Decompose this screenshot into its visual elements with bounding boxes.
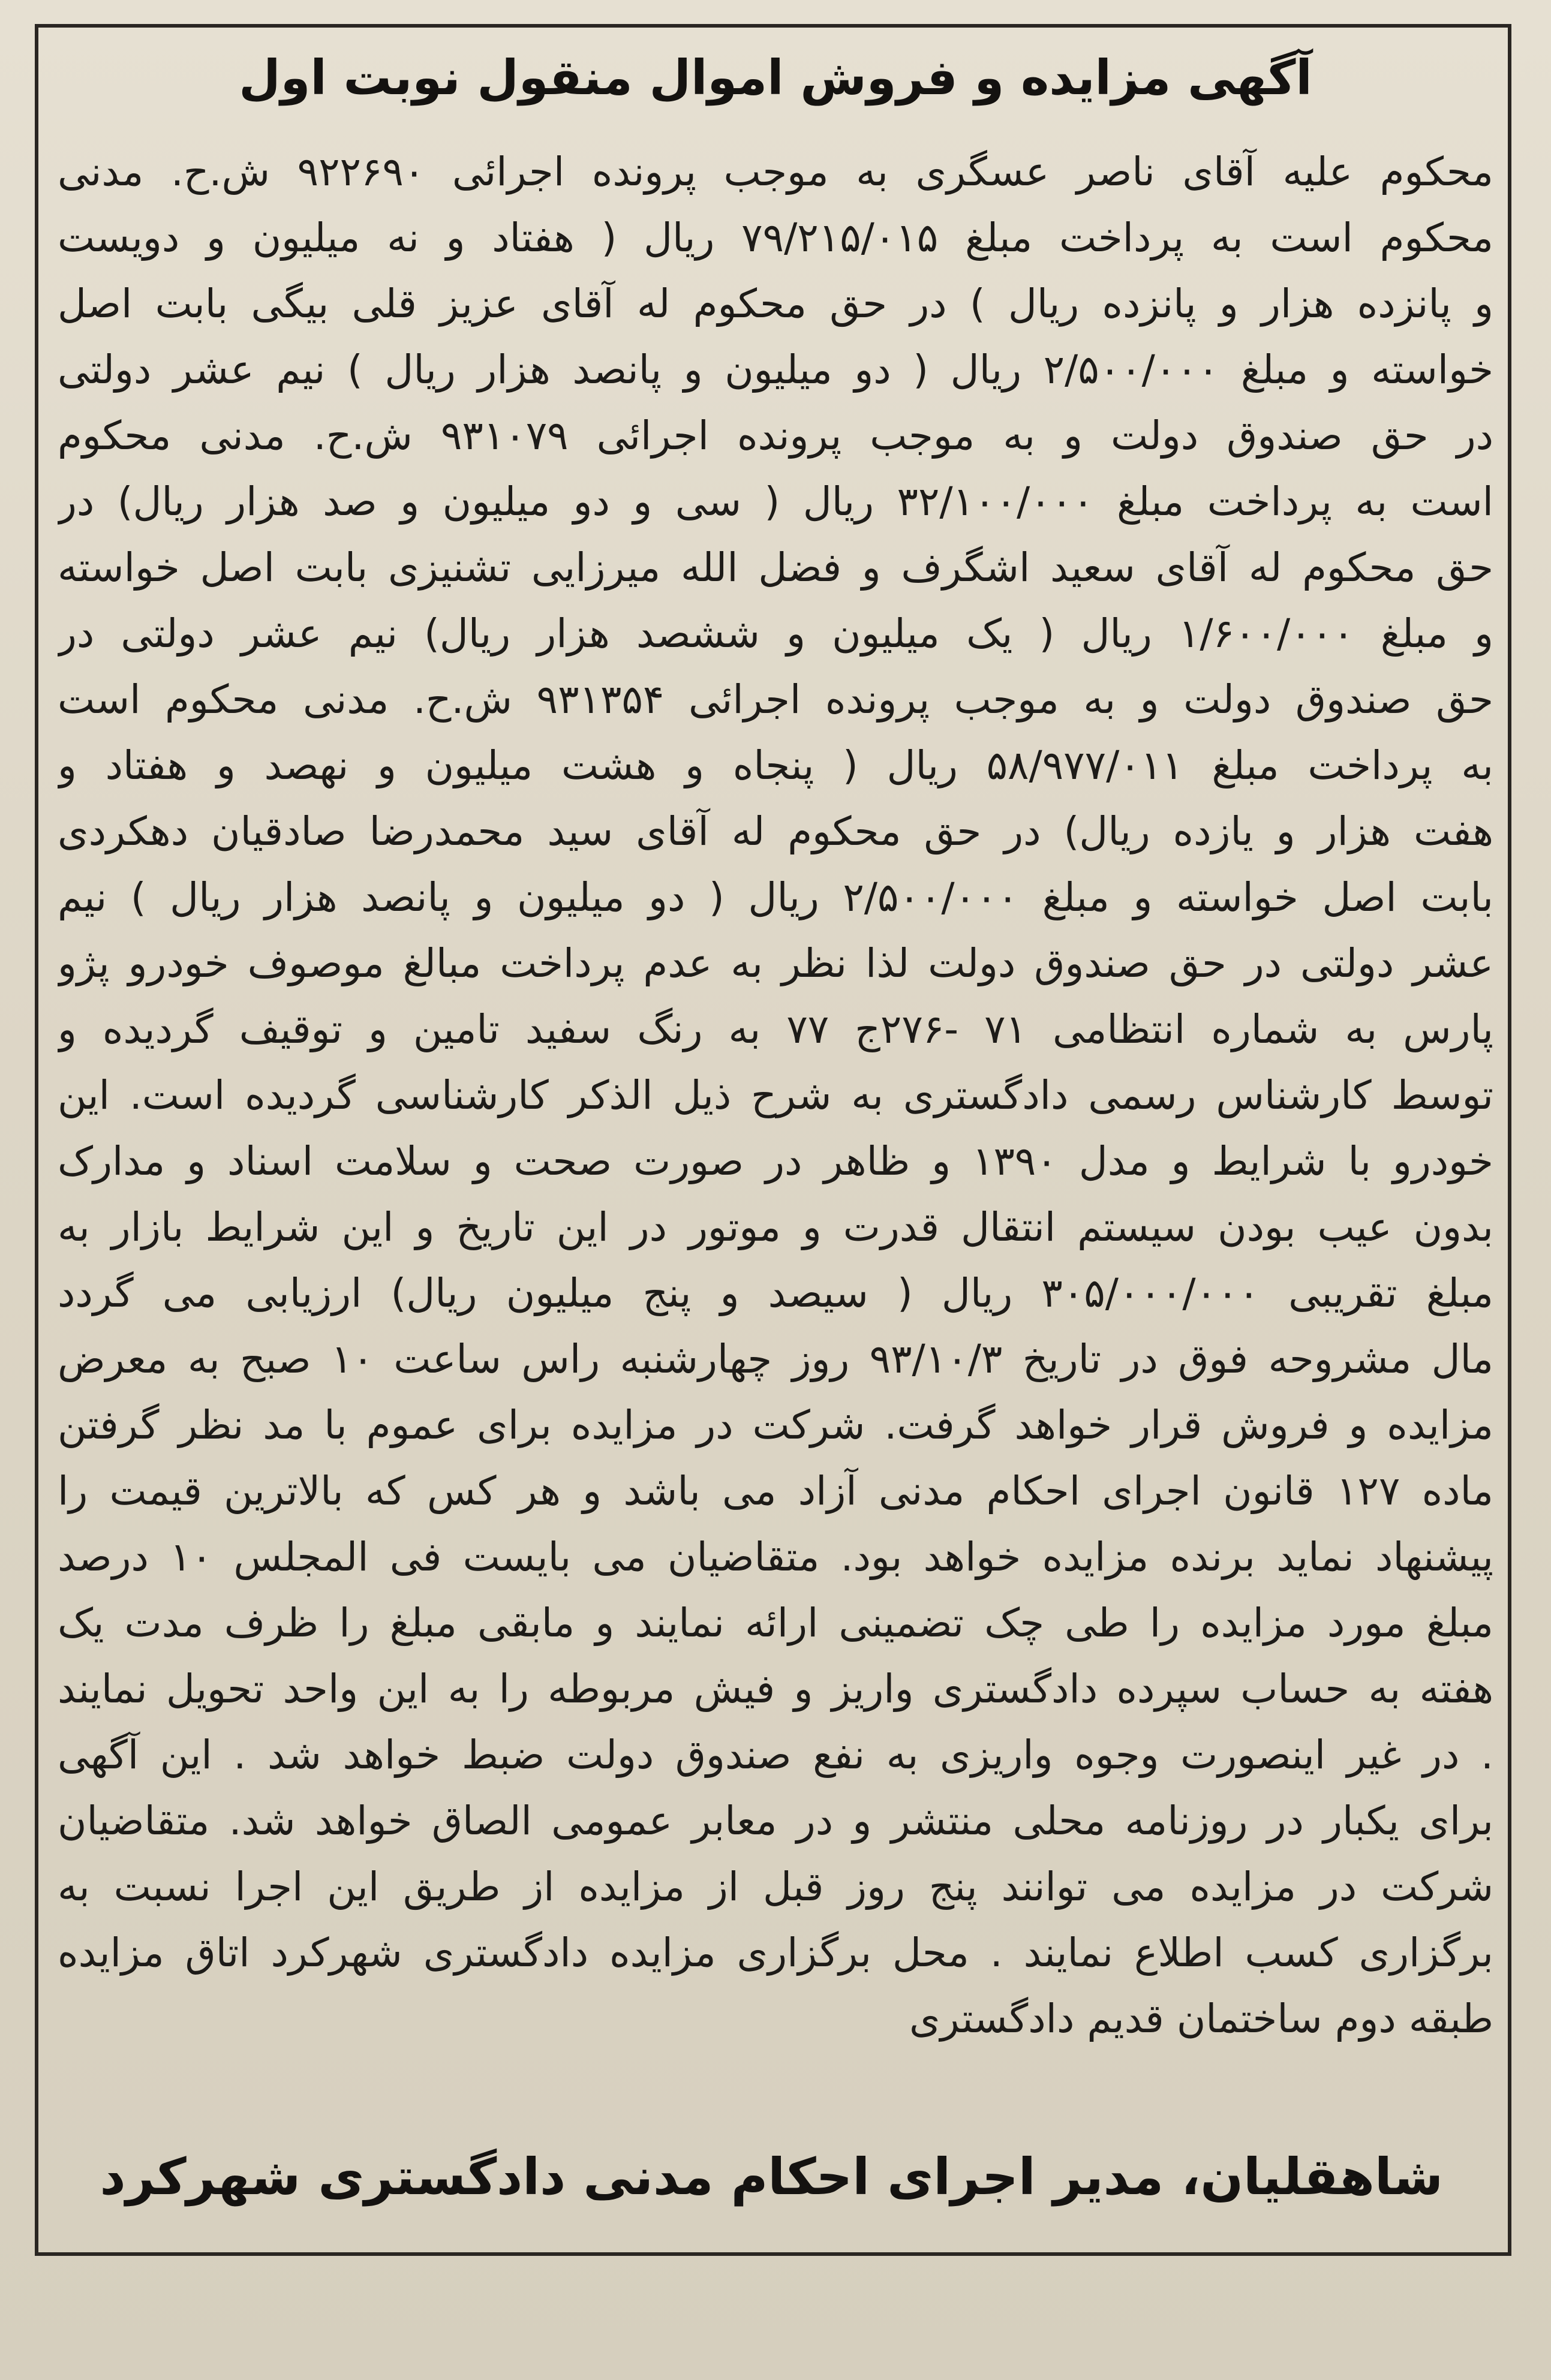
body-line: . در غیر اینصورت وجوه واریزی به نفع صندوق دولت ضبط خواهد شد . این آگهی	[58, 1732, 1493, 1778]
body-line: مبلغ تقریبی ۳۰۵/۰۰۰/۰۰۰ ریال ( سیصد و پنج میلیون ریال) ارزیابی می گردد	[58, 1270, 1493, 1316]
body-line: طبقه دوم ساختمان قدیم دادگستری	[909, 1996, 1493, 2042]
body-line: برای یکبار در روزنامه محلی منتشر و در معابر عمومی الصاق خواهد شد. متقاضیان	[58, 1798, 1493, 1844]
body-line: بابت اصل خواسته و مبلغ ۲/۵۰۰/۰۰۰ ریال ( دو میلیون و پانصد هزار ریال ) نیم	[58, 874, 1493, 920]
body-line: حق صندوق دولت و به موجب پرونده اجرائی ۹۳۱۳۵۴ ش.ح. مدنی محکوم است	[58, 676, 1493, 723]
body-line: برگزاری کسب اطلاع نمایند . محل برگزاری مزایده دادگستری شهرکرد اتاق مزایده	[58, 1930, 1493, 1976]
body-line: عشر دولتی در حق صندوق دولت لذا نظر به عدم پرداخت مبالغ موصوف خودرو پژو	[58, 940, 1493, 986]
notice-title: آگهی مزایده و فروش اموال منقول نوبت اول	[239, 50, 1312, 106]
body-line: در حق صندوق دولت و به موجب پرونده اجرائی ۹۳۱۰۷۹ ش.ح. مدنی محکوم	[58, 413, 1493, 459]
body-line: محکوم علیه آقای ناصر عسگری به موجب پرونده اجرائی ۹۲۲۶۹۰ ش.ح. مدنی	[58, 149, 1493, 195]
body-line: خودرو با شرایط و مدل ۱۳۹۰ و ظاهر در صورت صحت و سلامت اسناد و مدارک	[58, 1138, 1493, 1184]
body-line: و مبلغ ۱/۶۰۰/۰۰۰ ریال ( یک میلیون و ششصد هزار ریال) نیم عشر دولتی در	[58, 610, 1493, 657]
body-line: است به پرداخت مبلغ ۳۲/۱۰۰/۰۰۰ ریال ( سی و دو میلیون و صد هزار ریال) در	[58, 479, 1493, 525]
body-line: محکوم است به پرداخت مبلغ ۷۹/۲۱۵/۰۱۵ ریال ( هفتاد و نه میلیون و دویست	[58, 215, 1493, 261]
body-line: بدون عیب بودن سیستم انتقال قدرت و موتور در این تاریخ و این شرایط بازار به	[58, 1204, 1493, 1250]
body-line: به پرداخت مبلغ ۵۸/۹۷۷/۰۱۱ ریال ( پنجاه و هشت میلیون و نهصد و هفتاد و	[58, 742, 1493, 789]
body-line: مبلغ مورد مزایده را طی چک تضمینی ارائه نمایند و مابقی مبلغ را ظرف مدت یک	[58, 1600, 1493, 1646]
body-line: هفت هزار و یازده ریال) در حق محکوم له آقای سید محمدرضا صادقیان دهکردی	[58, 808, 1493, 854]
body-line: پیشنهاد نماید برنده مزایده خواهد بود. متقاضیان می بایست فی المجلس ۱۰ درصد	[58, 1534, 1493, 1580]
body-line: خواسته و مبلغ ۲/۵۰۰/۰۰۰ ریال ( دو میلیون و پانصد هزار ریال ) نیم عشر دولتی	[58, 347, 1493, 393]
signature: شاهقلیان، مدیر اجرای احکام مدنی دادگستری شهرکرد	[100, 2147, 1443, 2206]
notice-body	[58, 139, 1493, 2052]
body-line: مزایده و فروش قرار خواهد گرفت. شرکت در مزایده برای عموم با مد نظر گرفتن	[58, 1402, 1493, 1448]
body-line: حق محکوم له آقای سعید اشگرف و فضل الله میرزایی تشنیزی بابت اصل خواسته	[58, 544, 1493, 591]
body-line: ماده ۱۲۷ قانون اجرای احکام مدنی آزاد می باشد و هر کس که بالاترین قیمت را	[58, 1468, 1493, 1514]
body-line: و پانزده هزار و پانزده ریال ) در حق محکوم له آقای عزیز قلی بیگی بابت اصل	[58, 281, 1493, 327]
body-line: هفته به حساب سپرده دادگستری واریز و فیش مربوطه را به این واحد تحویل نمایند	[58, 1666, 1493, 1712]
body-line: توسط کارشناس رسمی دادگستری به شرح ذیل الذکر کارشناسی گردیده است. این	[58, 1072, 1493, 1118]
body-line: شرکت در مزایده می توانند پنج روز قبل از مزایده از طریق این اجرا نسبت به	[58, 1864, 1493, 1910]
body-line: مال مشروحه فوق در تاریخ ۹۳/۱۰/۳ روز چهارشنبه راس ساعت ۱۰ صبح به معرض	[58, 1336, 1493, 1382]
body-line: پارس به شماره انتظامی ۷۱ -۲۷۶ج ۷۷ به رنگ سفید تامین و توقیف گردیده و	[58, 1006, 1493, 1052]
